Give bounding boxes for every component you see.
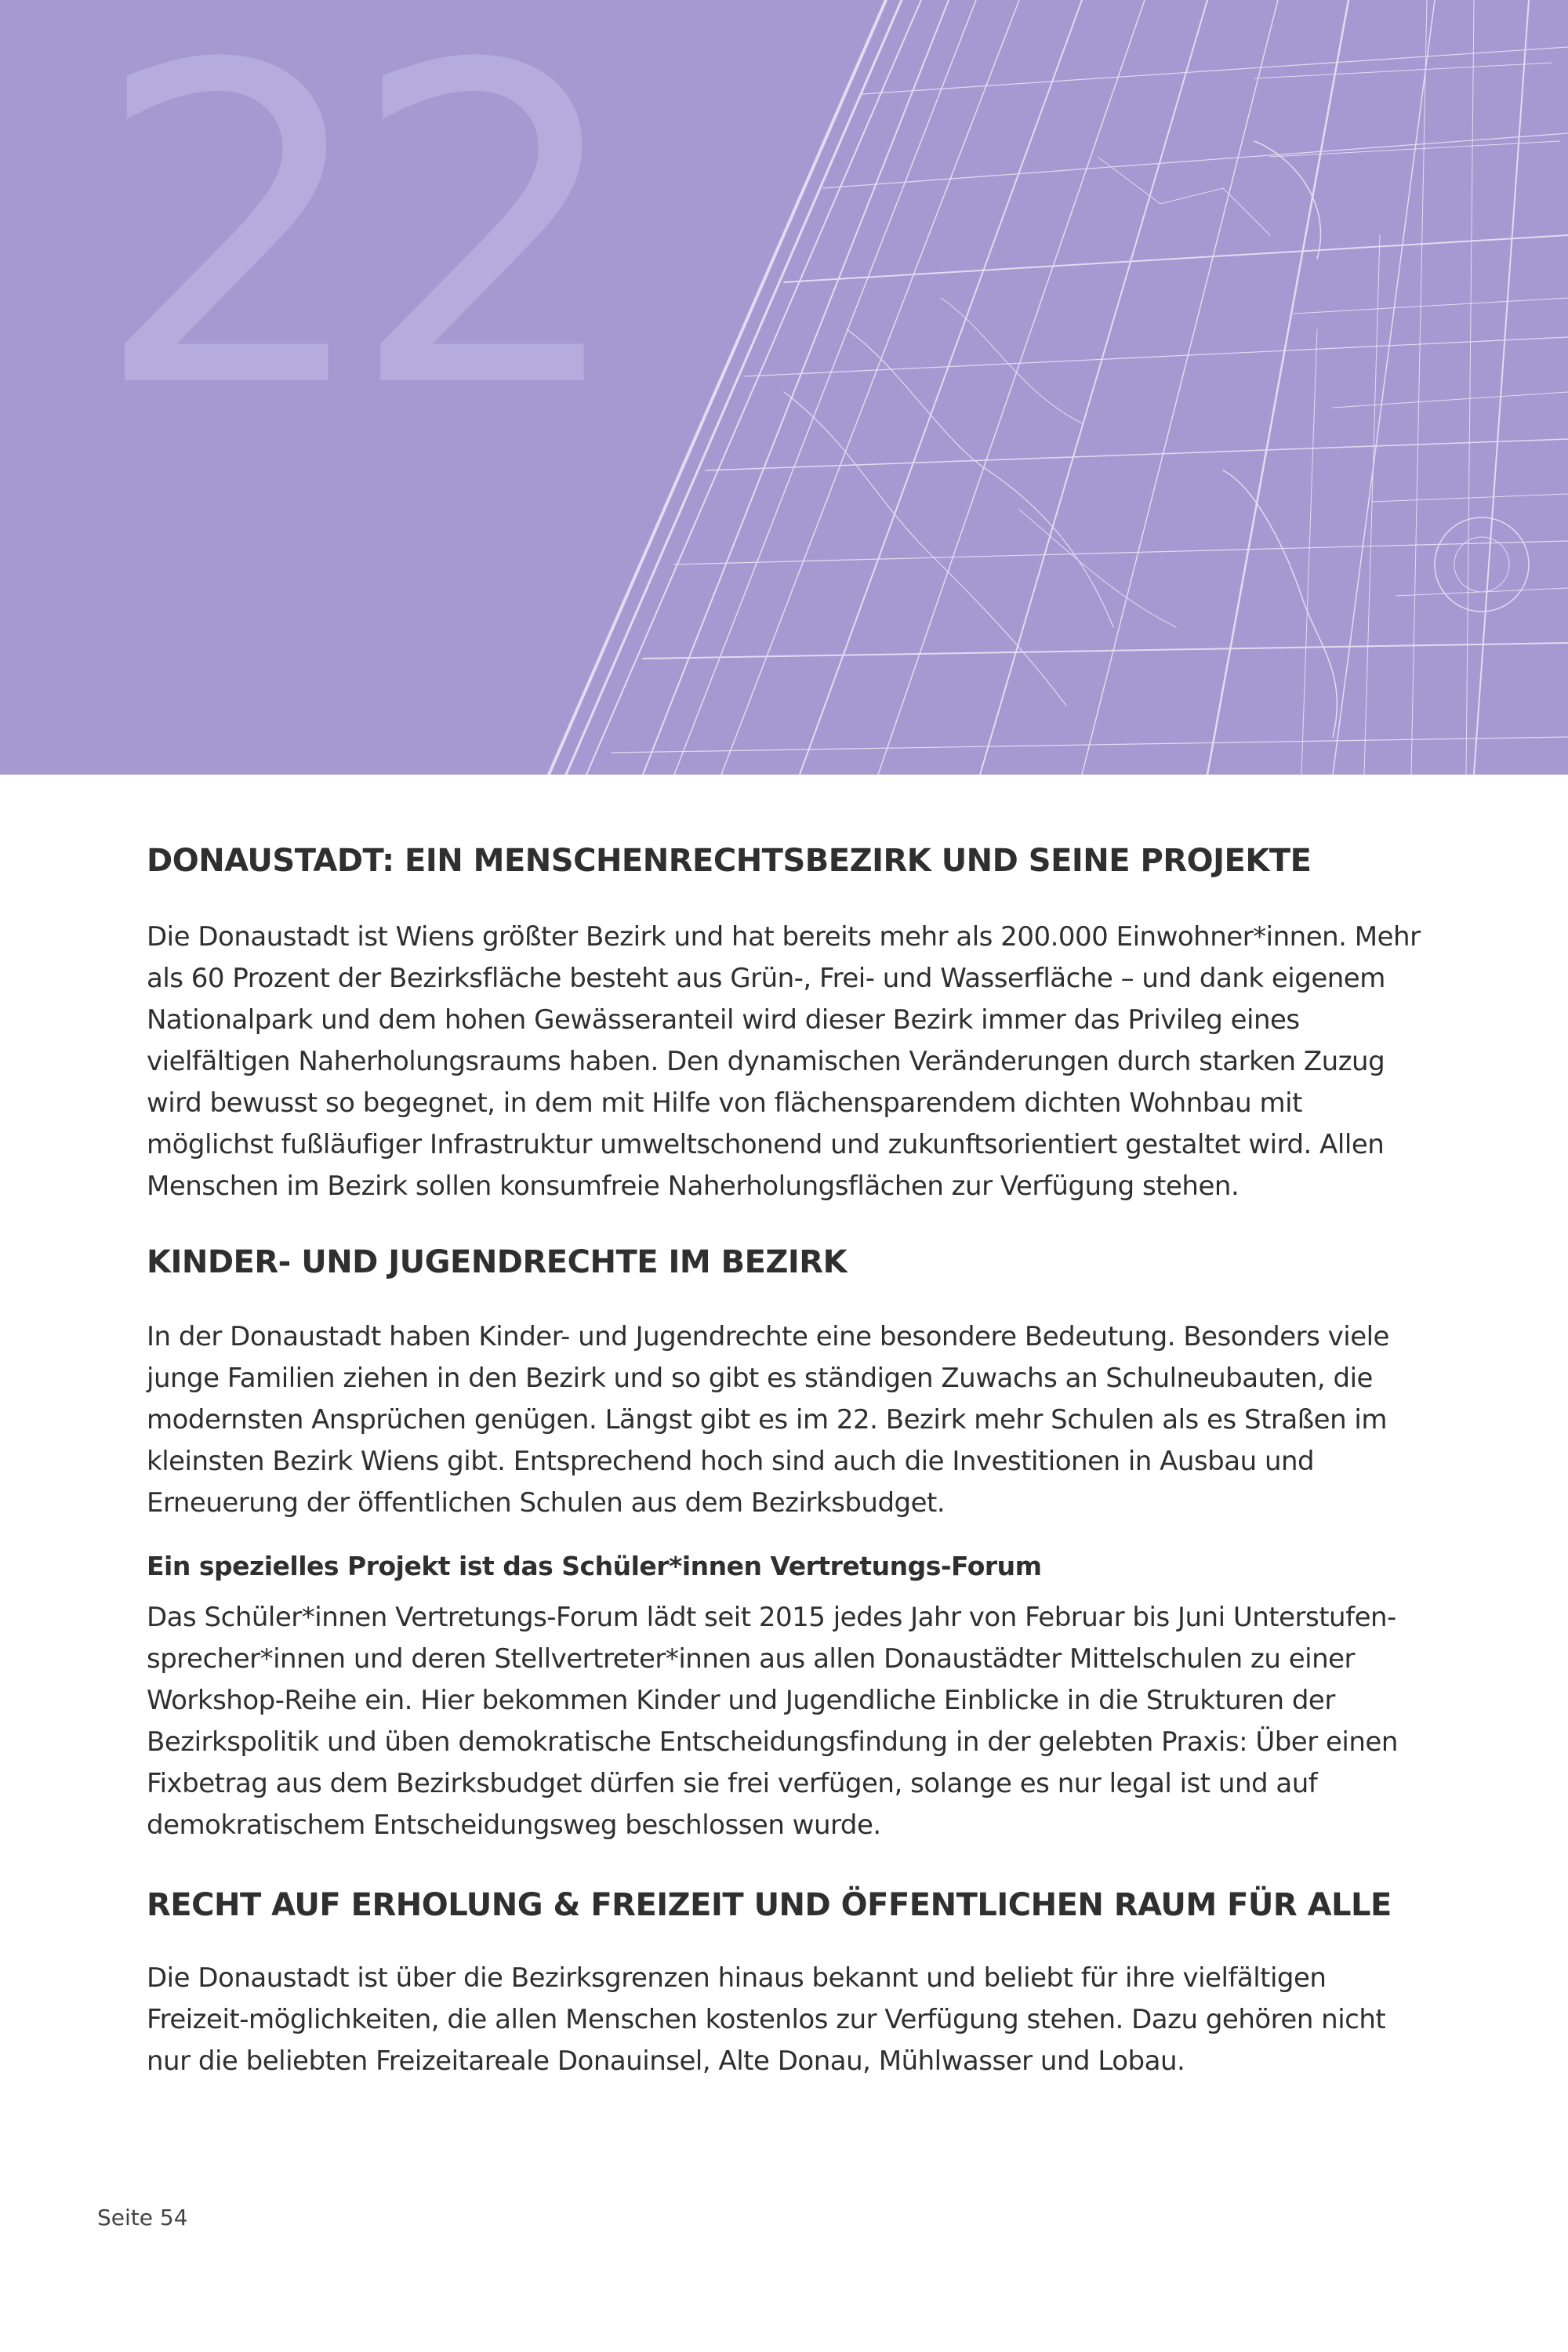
header-banner bbox=[0, 0, 1568, 775]
section-paragraph-donaustadt: Die Donaustadt ist Wiens größter Bezirk und hat bereits mehr als 200.000 Einwohner*innen. Mehr als 60 Prozent der Bezirksfläche besteht aus Grün-, Frei- und Wasserfläche – und dank eigenem Nationalpark und dem hohen Gewässeranteil wird dieser Bezirk immer das Privileg eines vielfältigen Naherholungsraums haben. Den dynamischen Veränderungen durch starken Zuzug wird bewusst so begegnet, in dem mit Hilfe von flächensparendem dichten Wohnbau mit möglichst fußläufiger Infrastruktur umweltschonend und zukunftsorientiert gestaltet wird. Allen Menschen im Bezirk sollen konsumfreie Naherholungsflächen zur Verfügung stehen. bbox=[147, 921, 1421, 1202]
section-heading-erholung: RECHT AUF ERHOLUNG & FREIZEIT UND ÖFFENTLICHEN RAUM FÜR ALLE bbox=[147, 1887, 1392, 1923]
section-heading-kinderrechte: KINDER- UND JUGENDRECHTE IM BEZIRK bbox=[147, 1244, 848, 1280]
main-content bbox=[147, 843, 1432, 2082]
page-number: Seite 54 bbox=[97, 2205, 188, 2230]
section-heading-donaustadt: DONAUSTADT: EIN MENSCHENRECHTSBEZIRK UND SEINE PROJEKTE bbox=[147, 843, 1312, 879]
paragraph-schuelerforum: Das Schüler*innen Vertretungs-Forum lädt seit 2015 jedes Jahr von Februar bis Juni Unterstufen-sprecher*innen und deren Stellvertreter*innen aus allen Donaustädter Mittelschulen zu einer Workshop-Reihe ein. Hier bekommen Kinder und Jugendliche Einblicke in die Strukturen der Bezirkspolitik und üben demokratische Entscheidungsfindung in der gelebten Praxis: Über einen Fixbetrag aus dem Bezirksbudget dürfen sie frei verfügen, solange es nur legal ist und auf demokratischem Entscheidungsweg beschlossen wurde. bbox=[147, 1602, 1398, 1841]
subheading-schuelerforum: Ein spezielles Projekt ist das Schüler*innen Vertretungs-Forum bbox=[147, 1551, 1042, 1581]
district-number: 22 bbox=[93, 0, 604, 485]
section-paragraph-erholung: Die Donaustadt ist über die Bezirksgrenzen hinaus bekannt und beliebt für ihre vielfältigen Freizeit-möglichkeiten, die allen Menschen kostenlos zur Verfügung stehen. Dazu gehören nicht nur die beliebten Freizeitareale Donauinsel, Alte Donau, Mühlwasser und Lobau. bbox=[147, 1962, 1386, 2077]
section-paragraph-kinderrechte: In der Donaustadt haben Kinder- und Jugendrechte eine besondere Bedeutung. Besonders viele junge Familien ziehen in den Bezirk und so gibt es ständigen Zuwachs an Schulneubauten, die modernsten Ansprüchen genügen. Längst gibt es im 22. Bezirk mehr Schulen als es Straßen im kleinsten Bezirk Wiens gibt. Entsprechend hoch sind auch die Investitionen in Ausbau und Erneuerung der öffentlichen Schulen aus dem Bezirksbudget. bbox=[147, 1321, 1389, 1519]
